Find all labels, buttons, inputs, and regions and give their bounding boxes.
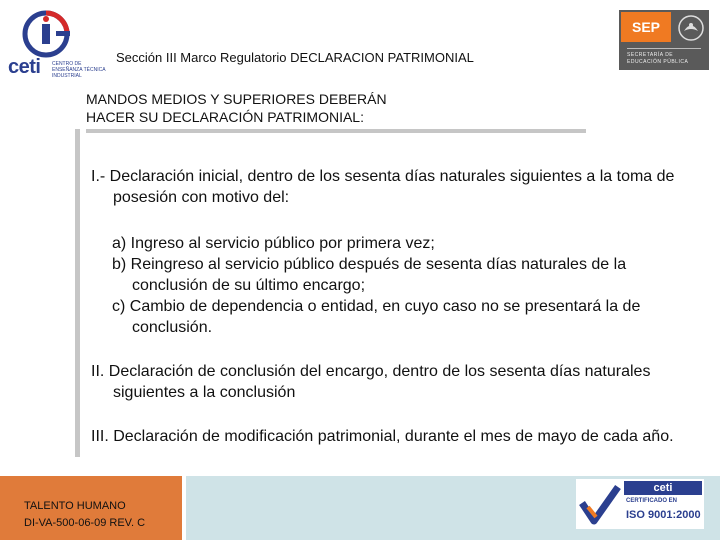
item-1-initial-declaration: I.- Declaración inicial, dentro de los sesenta días naturales siguientes a la toma de posesión con motivo del:: [91, 168, 675, 206]
ceti-logo-subtext: CENTRO DE ENSEÑANZA TÉCNICA INDUSTRIAL: [52, 61, 106, 79]
footer-code: DI-VA-500-06-09 REV. C: [24, 517, 146, 529]
checkmark-icon: [578, 481, 622, 527]
page-heading: [86, 90, 387, 126]
sub-list: [112, 233, 702, 338]
sub-item-c: c) Cambio de dependencia o entidad, en cuyo caso no se presentará la de conclusión.: [112, 298, 641, 336]
item-3-modification-declaration: III. Declaración de modificación patrimonial, durante el mes de mayo de cada año.: [91, 428, 674, 445]
sep-logo-word: SEP: [621, 12, 671, 42]
ceti-logo: [8, 10, 108, 79]
iso-certification-badge: [576, 479, 704, 529]
sep-divider: [627, 48, 701, 49]
cert-label: CERTIFICADO EN: [626, 498, 677, 504]
ceti-logo-word: ceti: [8, 56, 41, 78]
eagle-emblem-icon: [677, 14, 705, 42]
horizontal-rule: [86, 129, 586, 133]
cert-brand: ceti: [624, 481, 702, 495]
section-title: Sección III Marco Regulatorio DECLARACION PATRIMONIAL: [116, 50, 474, 65]
heading-line-1: MANDOS MEDIOS Y SUPERIORES DEBERÁN: [86, 91, 387, 107]
cert-iso: ISO 9001:2000: [626, 509, 701, 521]
sep-logo-subtext: SECRETARÍA DE EDUCACIÓN PÚBLICA: [627, 52, 689, 65]
vertical-rule: [75, 129, 80, 457]
ceti-emblem-icon: [22, 10, 74, 58]
item-2-conclusion-declaration: II. Declaración de conclusión del encargo, dentro de los sesenta días naturales siguientes a la conclusión: [91, 363, 651, 401]
heading-line-2: HACER SU DECLARACIÓN PATRIMONIAL:: [86, 109, 364, 125]
footer-text: [24, 498, 145, 532]
footer-dept: TALENTO HUMANO: [24, 500, 126, 512]
sep-logo: [619, 10, 709, 70]
sub-item-b: b) Reingreso al servicio público después de sesenta días naturales de la conclusión de su último encargo;: [112, 256, 627, 294]
sub-item-a: a) Ingreso al servicio público por primera vez;: [112, 235, 435, 252]
